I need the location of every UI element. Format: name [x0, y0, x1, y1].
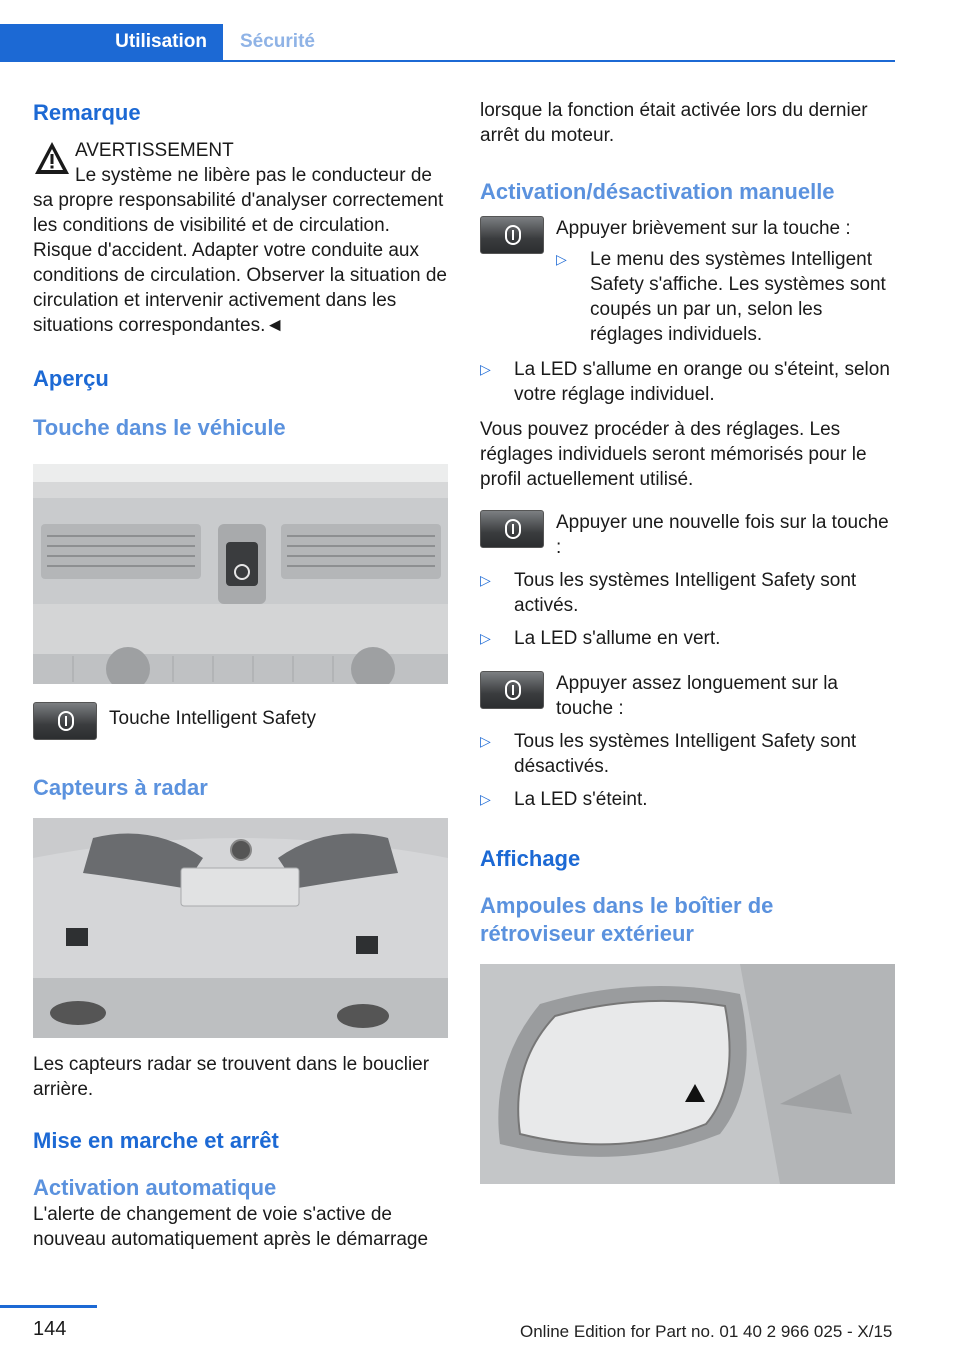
manual-title: Activation/désactivation manuelle — [480, 179, 835, 204]
button-section-title: Touche dans le véhicule — [33, 415, 286, 440]
tab-utilisation[interactable]: Utilisation — [0, 24, 223, 60]
bullet-menu — [556, 247, 895, 347]
press-again-row — [480, 510, 895, 560]
auto-text: L'alerte de changement de voie s'active de nouveau automatiquement après le démarrage — [33, 1204, 429, 1250]
overview-title: Aperçu — [33, 366, 109, 391]
bullet-menu-text: Le menu des systèmes Intelligent Safety s'affiche. Les systèmes sont coupés un par un, selon les réglages individuels. — [590, 249, 886, 345]
intelligent-safety-button-icon — [480, 671, 544, 709]
button-caption: Touche Intelligent Safety — [109, 708, 317, 729]
radar-title: Capteurs à radar — [33, 775, 208, 800]
press-short-row — [480, 216, 895, 347]
bullet-led-green-text: La LED s'allume en vert. — [514, 628, 721, 649]
dashboard-button-photo — [33, 464, 448, 684]
auto-title: Activation automatique — [33, 1175, 277, 1200]
press-long-row — [480, 671, 895, 721]
right-column — [480, 98, 895, 1184]
bullet-led-orange — [480, 357, 895, 407]
header-divider — [0, 60, 895, 62]
press-again-text: Appuyer une nouvelle fois sur la touche : — [556, 512, 889, 558]
page-number: 144 — [33, 1318, 67, 1340]
auto-text-continued: lorsque la fonction était activée lors du dernier arrêt du moteur. — [480, 100, 868, 146]
bullet-triangle-icon: ▷ — [480, 572, 491, 588]
footer-divider — [0, 1305, 97, 1308]
bullet-led-green — [480, 626, 895, 651]
radar-text: Les capteurs radar se trouvent dans le bouclier arrière. — [33, 1054, 430, 1100]
bullet-triangle-icon: ▷ — [480, 791, 491, 807]
intelligent-safety-button-icon — [480, 216, 544, 254]
mirror-title: Ampoules dans le boîtier de rétroviseur extérieur — [480, 893, 774, 946]
left-column — [33, 98, 451, 1252]
warning-text: Le système ne libère pas le conducteur de sa propre responsabilité d'analyser correctement les conditions de visibilité et de circulation. Risque d'accident. Adapter votre conduite aux conditions de circulation. Observer la situation de circulation et intervenir activement dans les situations correspondantes.◄ — [33, 165, 448, 336]
tab-securite[interactable]: Sécurité — [240, 31, 315, 52]
bullet-triangle-icon: ▷ — [480, 630, 491, 646]
header-tabs — [0, 0, 895, 62]
bullet-led-off-text: La LED s'éteint. — [514, 789, 648, 810]
onoff-title: Mise en marche et arrêt — [33, 1128, 279, 1153]
bullet-triangle-icon: ▷ — [480, 361, 491, 377]
intelligent-safety-button-icon — [33, 702, 97, 740]
display-title: Affichage — [480, 846, 581, 871]
bullet-all-off-text: Tous les systèmes Intelligent Safety sont désactivés. — [514, 731, 857, 777]
bullet-all-on — [480, 568, 895, 618]
bullet-led-orange-text: La LED s'allume en orange ou s'éteint, selon votre réglage individuel. — [514, 359, 890, 405]
button-caption-row — [33, 702, 451, 740]
bullet-triangle-icon: ▷ — [480, 733, 491, 749]
settings-text: Vous pouvez procéder à des réglages. Les réglages individuels seront mémorisés pour le profil actuellement utilisé. — [480, 419, 867, 490]
bullet-all-on-text: Tous les systèmes Intelligent Safety sont activés. — [514, 570, 857, 616]
edition-text: Online Edition for Part no. 01 40 2 966 025 - X/15 — [520, 1322, 893, 1341]
warning-block — [33, 138, 451, 188]
side-mirror-photo — [480, 964, 895, 1184]
rear-bumper-photo — [33, 818, 448, 1038]
warning-triangle-icon — [33, 140, 71, 176]
press-short-text: Appuyer brièvement sur la touche : — [556, 218, 851, 239]
intelligent-safety-button-icon — [480, 510, 544, 548]
bullet-triangle-icon: ▷ — [556, 251, 567, 267]
bullet-all-off — [480, 729, 895, 779]
bullet-led-off — [480, 787, 895, 812]
press-long-text: Appuyer assez longuement sur la touche : — [556, 673, 838, 719]
warning-label: AVERTISSEMENT — [75, 140, 234, 161]
remark-title: Remarque — [33, 100, 141, 125]
